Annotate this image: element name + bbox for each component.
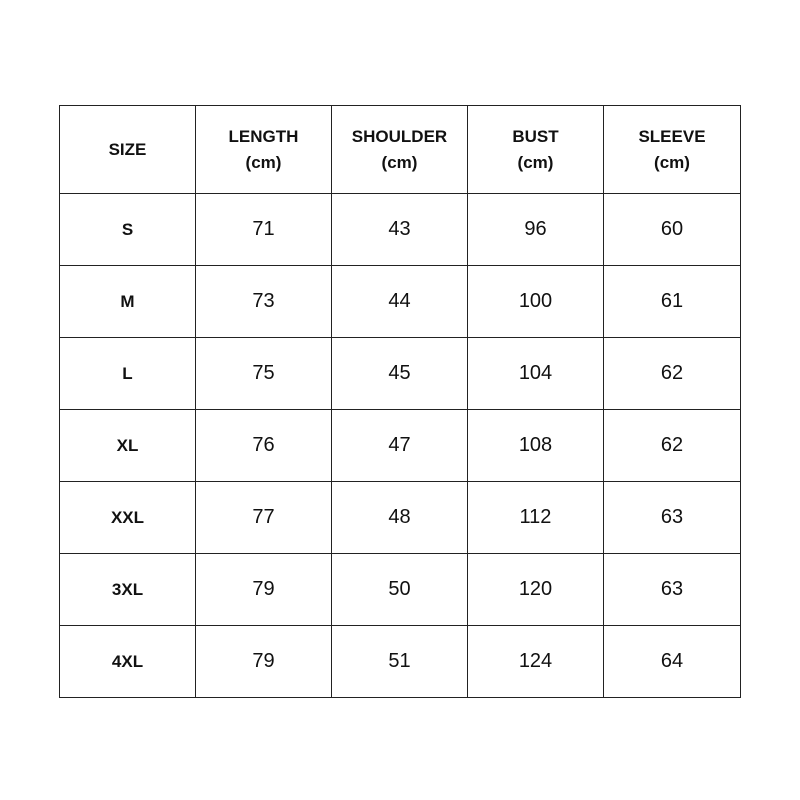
size-cell: L	[60, 338, 196, 410]
bust-cell: 112	[468, 482, 604, 554]
bust-cell: 120	[468, 554, 604, 626]
shoulder-cell: 43	[332, 194, 468, 266]
header-row	[60, 106, 741, 194]
sleeve-cell: 64	[604, 626, 741, 698]
length-cell: 76	[196, 410, 332, 482]
shoulder-cell: 50	[332, 554, 468, 626]
size-cell: M	[60, 266, 196, 338]
size-cell: 3XL	[60, 554, 196, 626]
header-shoulder-label: SHOULDER	[351, 126, 448, 146]
length-cell: 77	[196, 482, 332, 554]
header-sleeve-unit: (cm)	[654, 152, 690, 172]
length-cell: 73	[196, 266, 332, 338]
sleeve-cell: 63	[604, 482, 741, 554]
header-sleeve	[604, 106, 741, 194]
table-row	[60, 626, 741, 698]
sleeve-cell: 63	[604, 554, 741, 626]
table-row	[60, 410, 741, 482]
header-length-label: LENGTH	[228, 126, 299, 146]
header-length-unit: (cm)	[245, 152, 282, 172]
shoulder-cell: 48	[332, 482, 468, 554]
table-row	[60, 338, 741, 410]
bust-cell: 100	[468, 266, 604, 338]
length-cell: 79	[196, 626, 332, 698]
size-cell: XXL	[60, 482, 196, 554]
bust-cell: 104	[468, 338, 604, 410]
shoulder-cell: 44	[332, 266, 468, 338]
size-chart-table	[59, 105, 741, 698]
size-cell: XL	[60, 410, 196, 482]
size-cell: 4XL	[60, 626, 196, 698]
bust-cell: 108	[468, 410, 604, 482]
table-row	[60, 482, 741, 554]
table-row	[60, 194, 741, 266]
sleeve-cell: 62	[604, 338, 741, 410]
header-sleeve-label: SLEEVE	[638, 126, 706, 146]
header-length	[196, 106, 332, 194]
shoulder-cell: 45	[332, 338, 468, 410]
bust-cell: 124	[468, 626, 604, 698]
header-bust-unit: (cm)	[517, 152, 554, 172]
shoulder-cell: 47	[332, 410, 468, 482]
header-shoulder-unit: (cm)	[381, 152, 418, 172]
header-size-label: SIZE	[108, 139, 147, 159]
sleeve-cell: 61	[604, 266, 741, 338]
header-bust-label: BUST	[512, 126, 559, 146]
bust-cell: 96	[468, 194, 604, 266]
header-shoulder	[332, 106, 468, 194]
table-row	[60, 266, 741, 338]
length-cell: 79	[196, 554, 332, 626]
length-cell: 71	[196, 194, 332, 266]
shoulder-cell: 51	[332, 626, 468, 698]
header-bust	[468, 106, 604, 194]
sleeve-cell: 62	[604, 410, 741, 482]
header-size	[60, 106, 196, 194]
length-cell: 75	[196, 338, 332, 410]
table-row	[60, 554, 741, 626]
size-cell: S	[60, 194, 196, 266]
sleeve-cell: 60	[604, 194, 741, 266]
